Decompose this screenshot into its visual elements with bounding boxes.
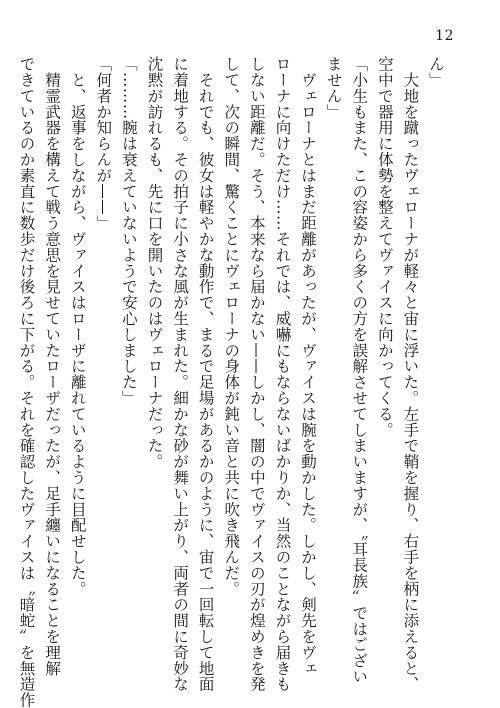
- text-line: ません」: [324, 56, 343, 120]
- text-line: しない距離だ。そう、本来なら届かない——しかし、闇の中でヴァイスの刃が煌めきを発: [247, 56, 266, 692]
- text-line: 大地を蹴ったヴェローナが軽々と宙に浮いた。左手で鞘を握り、右手を柄に添えると、: [401, 56, 420, 692]
- text-line: と、返事をしながら、ヴァイスはローザに離れているように目配せした。: [68, 56, 87, 597]
- text-line: に着地する。その拍子に小さな風が生まれた。細かな砂が舞い上がり、両者の間に奇妙な: [171, 56, 190, 692]
- text-line: 「何者か知らんが——」: [94, 56, 113, 231]
- text-line: 「小生もまた、この容姿から多くの方を誤解させてしまいますが、〝耳長族〟ではござい: [350, 56, 369, 685]
- text-line: できているのか素直に数歩だけ後ろに下がる。それを確認したヴァイスは〝暗蛇〟を無造作: [17, 56, 36, 708]
- body-text: [17, 56, 448, 708]
- text-line: ヴェローナとはまだ距離があったが、ヴァイスは腕を動かした。しかし、剣先をヴェ: [299, 56, 318, 677]
- text-line: して、次の瞬間、驚くことにヴェローナの身体が鈍い音と共に吹き飛んだ。: [222, 56, 241, 597]
- text-line: 精霊武器を構えて戦う意思を見せていたローザだったが、足手纏いになることを理解: [43, 56, 62, 677]
- text-line: 「………腕は衰えていないようで安心しました」: [119, 56, 138, 406]
- text-line: ん」: [427, 56, 445, 88]
- text-line: ローナに向けただけ……それでは、威嚇にもならないばかりか、当然のことながら届きも: [273, 56, 292, 692]
- text-line: 沈黙が訪れるも、先に口を開いたのはヴェローナだった。: [145, 56, 164, 470]
- text-line: 空中で器用に体勢を整えてヴァイスに向かってくる。: [375, 56, 394, 438]
- text-line: それでも、彼女は軽やかな動作で、まるで足場があるかのように、宙で一回転して地面: [196, 56, 215, 692]
- page-number: 12: [435, 28, 454, 44]
